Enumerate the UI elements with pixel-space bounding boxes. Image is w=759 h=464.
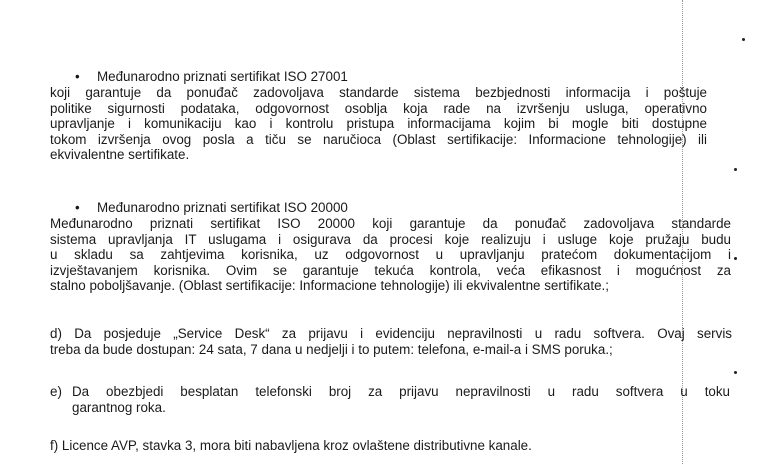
bullet-title: Međunarodno priznati sertifikat ISO 20000 [97, 200, 348, 215]
item-d-service-desk [50, 326, 732, 357]
paragraph-line: treba da bude dostupan: 24 sata, 7 dana u nedjelji i to putem: telefona, e-mail-a i SMS poruka.; [50, 341, 613, 357]
speck-mark [742, 38, 745, 41]
bullet-item-iso-20000 [75, 200, 348, 216]
speck-mark [734, 168, 737, 171]
speck-mark [734, 371, 737, 374]
paragraph-line: ekvivalentne sertifikate. [50, 147, 190, 162]
paragraph-line: politike sigurnosti podataka, odgovornost osoblja koja rade na izvršenju usluga, operativno [50, 100, 707, 116]
paragraph-line: d) Da posjeduje „Service Desk“ za prijavu i evidenciju nepravilnosti u radu softvera. Ovaj servis [50, 326, 732, 341]
paragraph-line: garantnog roka. [72, 399, 166, 415]
paragraph-line: stalno poboljšavanje. (Oblast sertifikacije: Informacione tehnologije) ili ekvivalentne sertifikate.; [50, 278, 609, 293]
paragraph-line: izvještavanjem korisnika. Ovim se garantuje tekuća kontrola, veća efikasnost i mogućnost za [50, 262, 731, 278]
paragraph-line: koji garantuje da ponuđač zadovoljava standarde sistema bezbjednosti informacija i poštuje [50, 85, 707, 100]
paragraph-iso-27001 [50, 85, 707, 163]
paragraph-line: upravljanje i komunikaciju kao i kontrolu pristupa informacijama kojim bi mogle biti dostupne [50, 116, 707, 131]
bullet-title: Međunarodno priznati sertifikat ISO 27001 [97, 69, 348, 84]
bullet-item-iso-27001 [75, 69, 348, 85]
paragraph-line: sistema upravljanja IT uslugama i osigurava da procesi koje realizuju i usluge koje pružaju budu [50, 231, 731, 247]
item-e-free-phone [50, 384, 730, 415]
paragraph-line: Da obezbjedi besplatan telefonski broj za prijavu nepravilnosti u radu softvera u toku [72, 384, 730, 399]
bullet-icon: • [75, 69, 80, 84]
speck-mark [734, 257, 737, 260]
paragraph-iso-20000 [50, 216, 731, 294]
bullet-icon: • [75, 200, 80, 215]
item-f-licence [50, 438, 740, 454]
paragraph-line: f) Licence AVP, stavka 3, mora biti nabavljena kroz ovlaštene distributivne kanale. [50, 438, 532, 453]
paragraph-line: u skladu sa zahtjevima korisnika, uz odgovornost u upravljanju pratećom dokumentacijom i [50, 247, 731, 262]
paragraph-line: Međunarodno priznati sertifikat ISO 20000 koji garantuje da ponuđač zadovoljava standarde [50, 216, 731, 231]
item-label: e) [50, 384, 62, 399]
paragraph-line: tokom izvršenja ovog posla a tiču se naručioca (Oblast sertifikacije: Informacione tehnologije) ili [50, 131, 707, 147]
